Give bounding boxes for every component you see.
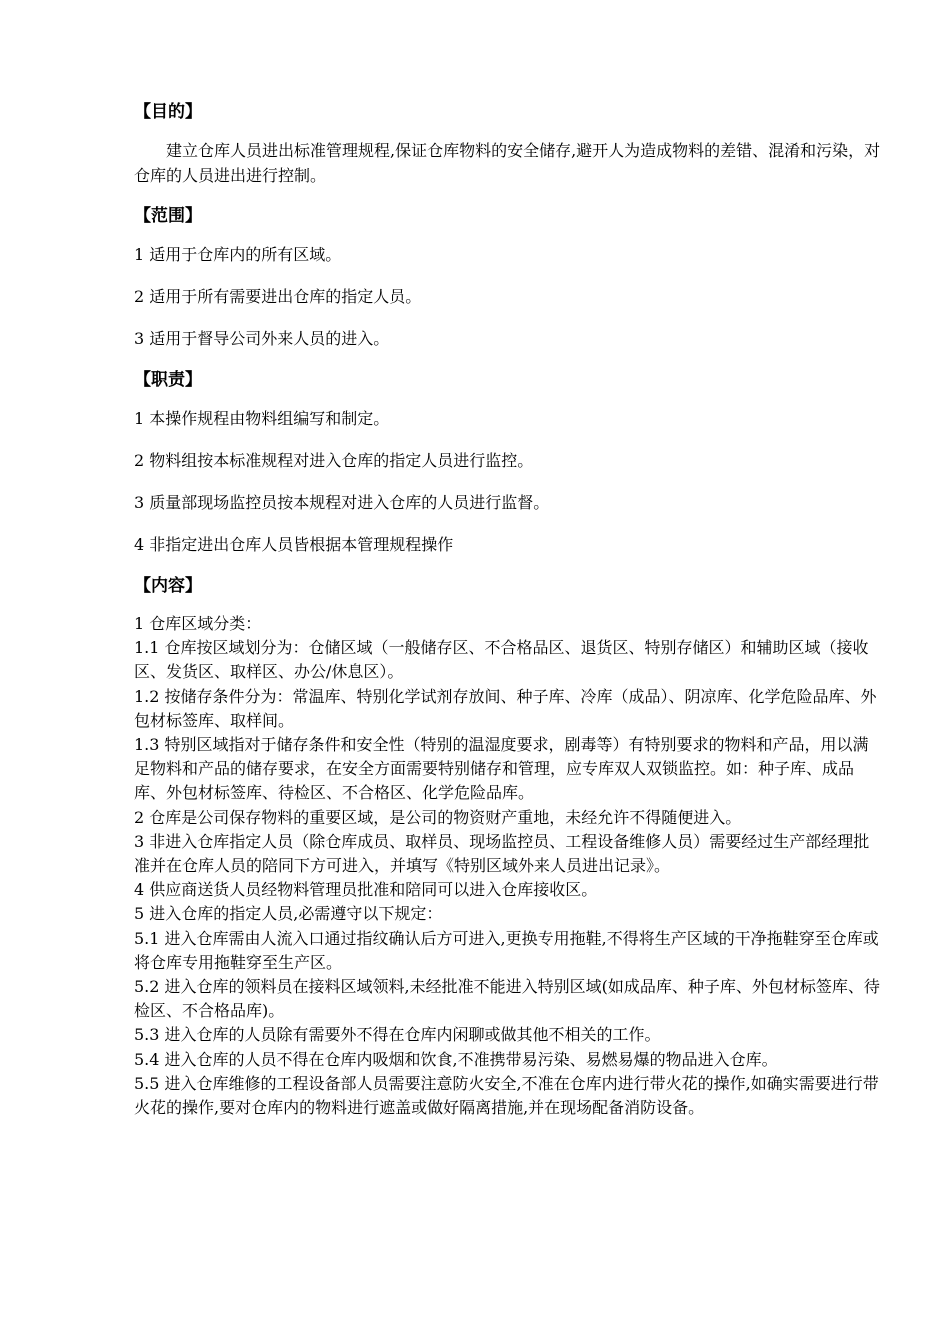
content-item: 4 供应商送货人员经物料管理员批准和陪同可以进入仓库接收区。 — [134, 880, 598, 900]
section-heading-duty: 【职责】 — [134, 370, 202, 390]
duty-item: 1 本操作规程由物料组编写和制定。 — [134, 409, 390, 428]
duty-item: 4 非指定进出仓库人员皆根据本管理规程操作 — [134, 535, 454, 554]
content-item: 5.2 进入仓库的领料员在接料区域领料,未经批准不能进入特别区域(如成品库、种子库、外包材标签库、待检区、不合格品库)。 — [134, 977, 880, 1021]
scope-item: 1 适用于仓库内的所有区域。 — [134, 245, 342, 264]
content-item: 2 仓库是公司保存物料的重要区域，是公司的物资财产重地，未经允许不得随便进入。 — [134, 807, 742, 827]
document-page — [134, 100, 884, 1120]
content-item: 1 仓库区域分类： — [134, 614, 262, 633]
content-item: 5 进入仓库的指定人员,必需遵守以下规定： — [134, 904, 443, 924]
section-heading-purpose: 【目的】 — [134, 102, 202, 122]
duty-item: 3 质量部现场监控员按本规程对进入仓库的人员进行监督。 — [134, 493, 550, 512]
duty-item: 2 物料组按本标准规程对进入仓库的指定人员进行监控。 — [134, 451, 534, 470]
content-item: 3 非进入仓库指定人员（除仓库成员、取样员、现场监控员、工程设备维修人员）需要经过生产部经理批准并在仓库人员的陪同下方可进入，并填写《特别区域外来人员进出记录》。 — [134, 831, 870, 876]
purpose-text: 建立仓库人员进出标准管理规程,保证仓库物料的安全储存,避开人为造成物料的差错、混淆和污染，对仓库的人员进出进行控制。 — [134, 141, 881, 185]
content-item: 1.2 按储存条件分为：常温库、特别化学试剂存放间、种子库、冷库（成品）、阴凉库、化学危险品库、外包材标签库、取样间。 — [134, 686, 877, 730]
section-heading-scope: 【范围】 — [134, 206, 202, 226]
content-item: 1.3 特别区域指对于储存条件和安全性（特别的温湿度要求，剧毒等）有特别要求的物料和产品，用以满足物料和产品的储存要求，在安全方面需要特别储存和管理，应专库双人双锁监控。如：种子库、成品库、外包材标签库、待检区、不合格区、化学危险品库。 — [134, 735, 869, 803]
content-item: 5.4 进入仓库的人员不得在仓库内吸烟和饮食,不准携带易污染、易燃易爆的物品进入仓库。 — [134, 1049, 778, 1069]
content-item: 1.1 仓库按区域划分为：仓储区域（一般储存区、不合格品区、退货区、特别存储区）和辅助区域（接收区、发货区、取样区、办公/休息区）。 — [134, 638, 869, 682]
scope-item: 2 适用于所有需要进出仓库的指定人员。 — [134, 287, 422, 306]
scope-item: 3 适用于督导公司外来人员的进入。 — [134, 329, 390, 348]
section-heading-content: 【内容】 — [134, 576, 202, 596]
content-item: 5.5 进入仓库维修的工程设备部人员需要注意防火安全,不准在仓库内进行带火花的操作,如确实需要进行带火花的操作,要对仓库内的物料进行遮盖或做好隔离措施,并在现场配备消防设备。 — [134, 1073, 879, 1118]
content-item: 5.3 进入仓库的人员除有需要外不得在仓库内闲聊或做其他不相关的工作。 — [134, 1025, 661, 1045]
content-item: 5.1 进入仓库需由人流入口通过指纹确认后方可进入,更换专用拖鞋,不得将生产区域的干净拖鞋穿至仓库或将仓库专用拖鞋穿至生产区。 — [134, 928, 879, 972]
